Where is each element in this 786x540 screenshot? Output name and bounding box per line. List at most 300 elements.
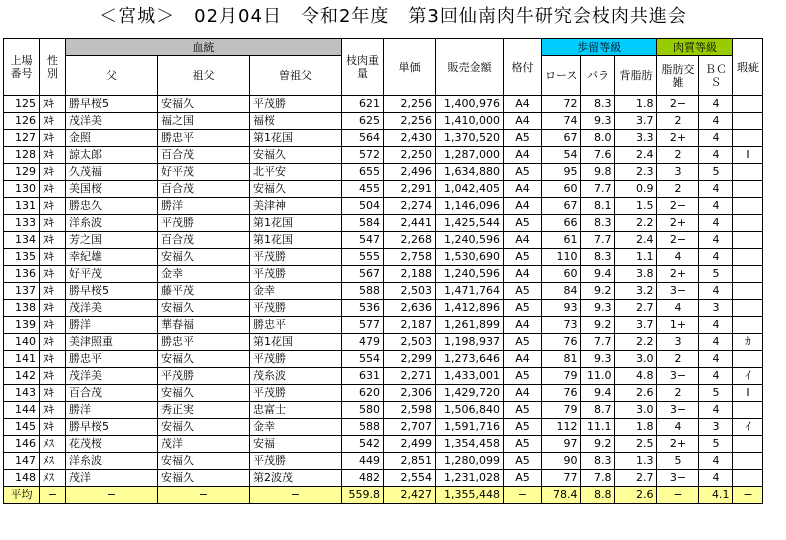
cell-unit-price: 2,554 — [384, 470, 436, 487]
cell-back-fat: 2.2 — [615, 334, 657, 351]
cell-father: 洋糸波 — [66, 215, 158, 232]
cell-sale-amount: 1,471,764 — [436, 283, 504, 300]
cell-rib: 8.3 — [581, 249, 615, 266]
cell-loin: 81 — [542, 351, 581, 368]
cell-defect: Ⅰ — [733, 385, 763, 402]
cell-great-grandfather: 金幸 — [250, 419, 342, 436]
cell-father: 久茂福 — [66, 164, 158, 181]
cell-unit-price: 2,441 — [384, 215, 436, 232]
cell-lot-number: 136 — [4, 266, 40, 283]
header-sale-amount: 販売金額 — [436, 39, 504, 96]
cell-bcs: 4 — [699, 283, 733, 300]
cell-bcs: 3 — [699, 419, 733, 436]
cell-sex: ﾇｷ — [40, 249, 66, 266]
cell-lot-number: 128 — [4, 147, 40, 164]
cell-rib: 9.4 — [581, 266, 615, 283]
cell-grandfather: 華春福 — [158, 317, 250, 334]
cell-defect — [733, 402, 763, 419]
cell-defect — [733, 198, 763, 215]
cell-grandfather: 百合茂 — [158, 232, 250, 249]
cell-sex: ﾇｷ — [40, 266, 66, 283]
cell-rib: 7.7 — [581, 181, 615, 198]
cell-back-fat: 0.9 — [615, 181, 657, 198]
average-back-fat: 2.6 — [615, 487, 657, 504]
cell-sale-amount: 1,354,458 — [436, 436, 504, 453]
average-row — [4, 487, 763, 504]
cell-bcs: 4 — [699, 453, 733, 470]
table-body — [4, 96, 763, 504]
cell-sex: ﾇｷ — [40, 96, 66, 113]
cell-sex: ﾇｷ — [40, 402, 66, 419]
cell-bcs: 4 — [699, 249, 733, 266]
cell-sex: ﾇｷ — [40, 147, 66, 164]
table-row — [4, 147, 763, 164]
cell-rib: 8.7 — [581, 402, 615, 419]
cell-grade: A5 — [504, 283, 542, 300]
cell-grandfather: 安福久 — [158, 419, 250, 436]
cell-back-fat: 2.6 — [615, 385, 657, 402]
cell-great-grandfather: 第1花国 — [250, 334, 342, 351]
cell-bms: 2 — [657, 181, 699, 198]
cell-father: 勝早桜5 — [66, 96, 158, 113]
cell-lot-number: 138 — [4, 300, 40, 317]
cell-carcass-weight: 577 — [342, 317, 384, 334]
cell-defect — [733, 232, 763, 249]
cell-back-fat: 1.8 — [615, 419, 657, 436]
cell-grandfather: 勝忠平 — [158, 130, 250, 147]
cell-father: 勝忠平 — [66, 351, 158, 368]
cell-sex: ﾇｷ — [40, 198, 66, 215]
cell-sale-amount: 1,634,880 — [436, 164, 504, 181]
cell-back-fat: 2.7 — [615, 300, 657, 317]
cell-sale-amount: 1,280,099 — [436, 453, 504, 470]
cell-unit-price: 2,758 — [384, 249, 436, 266]
cell-sale-amount: 1,400,976 — [436, 96, 504, 113]
header-grade: 格付 — [504, 39, 542, 96]
cell-loin: 79 — [542, 368, 581, 385]
cell-rib: 7.8 — [581, 470, 615, 487]
cell-sex: ﾇｷ — [40, 215, 66, 232]
cell-father: 美津照重 — [66, 334, 158, 351]
cell-grandfather: 安福久 — [158, 351, 250, 368]
cell-grade: A5 — [504, 334, 542, 351]
cell-grade: A5 — [504, 215, 542, 232]
cell-rib: 11.0 — [581, 368, 615, 385]
cell-grandfather: 百合茂 — [158, 181, 250, 198]
cell-loin: 73 — [542, 317, 581, 334]
table-row — [4, 181, 763, 198]
cell-bms: 2 — [657, 113, 699, 130]
cell-loin: 67 — [542, 198, 581, 215]
cell-bcs: 4 — [699, 351, 733, 368]
cell-sex: ﾇｷ — [40, 334, 66, 351]
cell-defect — [733, 164, 763, 181]
cell-back-fat: 2.5 — [615, 436, 657, 453]
header-unit-price: 単価 — [384, 39, 436, 96]
cell-sex: ﾇｷ — [40, 181, 66, 198]
cell-bcs: 4 — [699, 215, 733, 232]
cell-bcs: 4 — [699, 130, 733, 147]
cell-sale-amount: 1,429,720 — [436, 385, 504, 402]
cell-sex: ﾇｷ — [40, 300, 66, 317]
table-row — [4, 317, 763, 334]
cell-rib: 9.3 — [581, 113, 615, 130]
cell-sale-amount: 1,433,001 — [436, 368, 504, 385]
cell-great-grandfather: 平茂勝 — [250, 453, 342, 470]
cell-unit-price: 2,851 — [384, 453, 436, 470]
cell-lot-number: 130 — [4, 181, 40, 198]
table-row — [4, 419, 763, 436]
cell-rib: 9.3 — [581, 300, 615, 317]
cell-unit-price: 2,496 — [384, 164, 436, 181]
cell-bms: 4 — [657, 419, 699, 436]
cell-great-grandfather: 忠富士 — [250, 402, 342, 419]
cell-great-grandfather: 安福久 — [250, 147, 342, 164]
cell-rib: 9.2 — [581, 317, 615, 334]
table-row — [4, 96, 763, 113]
cell-loin: 77 — [542, 470, 581, 487]
cell-grade: A5 — [504, 470, 542, 487]
cell-rib: 9.8 — [581, 164, 615, 181]
cell-rib: 9.2 — [581, 283, 615, 300]
cell-grandfather: 金幸 — [158, 266, 250, 283]
cell-sale-amount: 1,240,596 — [436, 232, 504, 249]
cell-unit-price: 2,306 — [384, 385, 436, 402]
cell-carcass-weight: 542 — [342, 436, 384, 453]
cell-sale-amount: 1,410,000 — [436, 113, 504, 130]
cell-bms: 2 — [657, 385, 699, 402]
cell-loin: 112 — [542, 419, 581, 436]
cell-grade: A5 — [504, 300, 542, 317]
cell-back-fat: 3.8 — [615, 266, 657, 283]
cell-bms: 4 — [657, 249, 699, 266]
cell-lot-number: 129 — [4, 164, 40, 181]
cell-grade: A4 — [504, 385, 542, 402]
cell-grandfather: 平茂勝 — [158, 368, 250, 385]
cell-defect — [733, 351, 763, 368]
header-sex: 性別 — [40, 39, 66, 96]
cell-sale-amount: 1,261,899 — [436, 317, 504, 334]
table-row — [4, 164, 763, 181]
cell-carcass-weight: 572 — [342, 147, 384, 164]
cell-back-fat: 2.4 — [615, 232, 657, 249]
cell-grandfather: 茂洋 — [158, 436, 250, 453]
cell-father: 洋糸波 — [66, 453, 158, 470]
cell-loin: 76 — [542, 385, 581, 402]
cell-sex: ﾒｽ — [40, 436, 66, 453]
cell-great-grandfather: 勝忠平 — [250, 317, 342, 334]
cell-father: 幸紀雄 — [66, 249, 158, 266]
cell-back-fat: 3.0 — [615, 351, 657, 368]
cell-sex: ﾒｽ — [40, 470, 66, 487]
cell-lot-number: 146 — [4, 436, 40, 453]
average-bms: − — [657, 487, 699, 504]
cell-great-grandfather: 平茂勝 — [250, 385, 342, 402]
cell-lot-number: 126 — [4, 113, 40, 130]
cell-lot-number: 140 — [4, 334, 40, 351]
cell-grandfather: 好平茂 — [158, 164, 250, 181]
average-rib: 8.8 — [581, 487, 615, 504]
cell-lot-number: 141 — [4, 351, 40, 368]
cell-grade: A5 — [504, 436, 542, 453]
cell-sex: ﾇｷ — [40, 164, 66, 181]
cell-back-fat: 2.7 — [615, 470, 657, 487]
cell-father: 諒太郎 — [66, 147, 158, 164]
cell-rib: 8.3 — [581, 215, 615, 232]
table-row — [4, 130, 763, 147]
table-row — [4, 300, 763, 317]
cell-unit-price: 2,188 — [384, 266, 436, 283]
cell-lot-number: 137 — [4, 283, 40, 300]
cell-carcass-weight: 655 — [342, 164, 384, 181]
cell-carcass-weight: 588 — [342, 283, 384, 300]
cell-father: 花茂桜 — [66, 436, 158, 453]
cell-grandfather: 百合茂 — [158, 147, 250, 164]
results-table — [3, 38, 763, 504]
header-defect: 瑕疵 — [733, 39, 763, 96]
cell-defect — [733, 96, 763, 113]
cell-carcass-weight: 620 — [342, 385, 384, 402]
table-row — [4, 436, 763, 453]
table-row — [4, 232, 763, 249]
cell-grandfather: 福之国 — [158, 113, 250, 130]
cell-defect: Ⅰ — [733, 147, 763, 164]
cell-lot-number: 125 — [4, 96, 40, 113]
cell-carcass-weight: 554 — [342, 351, 384, 368]
average-grade: − — [504, 487, 542, 504]
cell-bcs: 5 — [699, 164, 733, 181]
cell-unit-price: 2,271 — [384, 368, 436, 385]
cell-bms: 2− — [657, 198, 699, 215]
cell-grade: A4 — [504, 266, 542, 283]
cell-sex: ﾇｷ — [40, 317, 66, 334]
cell-father: 美国桜 — [66, 181, 158, 198]
cell-bcs: 5 — [699, 266, 733, 283]
header-quality-grade: 肉質等級 — [657, 39, 733, 56]
cell-grandfather: 安福久 — [158, 470, 250, 487]
table-row — [4, 113, 763, 130]
cell-sex: ﾇｷ — [40, 351, 66, 368]
cell-bms: 2− — [657, 96, 699, 113]
cell-lot-number: 143 — [4, 385, 40, 402]
cell-bms: 2 — [657, 147, 699, 164]
average-sale-amount: 1,355,448 — [436, 487, 504, 504]
cell-grandfather: 平茂勝 — [158, 215, 250, 232]
cell-rib: 8.3 — [581, 96, 615, 113]
table-row — [4, 470, 763, 487]
cell-bms: 2+ — [657, 436, 699, 453]
cell-lot-number: 142 — [4, 368, 40, 385]
cell-great-grandfather: 茂糸波 — [250, 368, 342, 385]
cell-defect: ｲ — [733, 419, 763, 436]
cell-great-grandfather: 平茂勝 — [250, 300, 342, 317]
cell-carcass-weight: 536 — [342, 300, 384, 317]
cell-defect — [733, 300, 763, 317]
cell-loin: 66 — [542, 215, 581, 232]
cell-carcass-weight: 584 — [342, 215, 384, 232]
cell-lot-number: 145 — [4, 419, 40, 436]
cell-great-grandfather: 第1花国 — [250, 232, 342, 249]
cell-great-grandfather: 第1花国 — [250, 215, 342, 232]
cell-loin: 110 — [542, 249, 581, 266]
cell-sale-amount: 1,370,520 — [436, 130, 504, 147]
header-pedigree: 血統 — [66, 39, 342, 56]
cell-sale-amount: 1,146,096 — [436, 198, 504, 215]
cell-bcs: 4 — [699, 470, 733, 487]
cell-grade: A5 — [504, 419, 542, 436]
cell-rib: 8.1 — [581, 198, 615, 215]
cell-loin: 54 — [542, 147, 581, 164]
table-row — [4, 351, 763, 368]
cell-defect — [733, 181, 763, 198]
cell-bcs: 4 — [699, 334, 733, 351]
cell-unit-price: 2,707 — [384, 419, 436, 436]
cell-unit-price: 2,256 — [384, 113, 436, 130]
cell-loin: 95 — [542, 164, 581, 181]
header-great-grandfather: 曽祖父 — [250, 56, 342, 96]
cell-loin: 79 — [542, 402, 581, 419]
cell-father: 百合茂 — [66, 385, 158, 402]
cell-sale-amount: 1,042,405 — [436, 181, 504, 198]
cell-back-fat: 2.2 — [615, 215, 657, 232]
cell-back-fat: 3.7 — [615, 317, 657, 334]
cell-sale-amount: 1,231,028 — [436, 470, 504, 487]
header-yield-grade: 歩留等級 — [542, 39, 657, 56]
cell-sex: ﾇｷ — [40, 232, 66, 249]
cell-bcs: 4 — [699, 198, 733, 215]
average-bcs: 4.1 — [699, 487, 733, 504]
table-row — [4, 283, 763, 300]
page-title: ＜宮城＞ 02月04日 令和2年度 第3回仙南肉牛研究会枝肉共進会 — [99, 6, 687, 27]
table-row — [4, 266, 763, 283]
cell-unit-price: 2,636 — [384, 300, 436, 317]
cell-sale-amount: 1,506,840 — [436, 402, 504, 419]
cell-grade: A4 — [504, 147, 542, 164]
cell-grade: A5 — [504, 164, 542, 181]
cell-unit-price: 2,291 — [384, 181, 436, 198]
cell-great-grandfather: 福桜 — [250, 113, 342, 130]
cell-defect: ｶ — [733, 334, 763, 351]
cell-lot-number: 127 — [4, 130, 40, 147]
cell-bms: 2+ — [657, 130, 699, 147]
cell-father: 金照 — [66, 130, 158, 147]
cell-back-fat: 2.3 — [615, 164, 657, 181]
cell-defect — [733, 215, 763, 232]
header-loin: ロース — [542, 56, 581, 96]
cell-bcs: 3 — [699, 300, 733, 317]
cell-loin: 97 — [542, 436, 581, 453]
average-grandfather: − — [158, 487, 250, 504]
average-label: 平均 — [4, 487, 40, 504]
cell-unit-price: 2,503 — [384, 283, 436, 300]
cell-sex: ﾇｷ — [40, 113, 66, 130]
cell-carcass-weight: 621 — [342, 96, 384, 113]
cell-rib: 8.0 — [581, 130, 615, 147]
header-bms: 脂肪交雑 — [657, 56, 699, 96]
cell-sale-amount: 1,412,896 — [436, 300, 504, 317]
cell-back-fat: 3.2 — [615, 283, 657, 300]
header-rib: バラ — [581, 56, 615, 96]
cell-grade: A4 — [504, 317, 542, 334]
cell-bcs: 4 — [699, 368, 733, 385]
cell-rib: 8.3 — [581, 453, 615, 470]
cell-grandfather: 安福久 — [158, 453, 250, 470]
cell-unit-price: 2,187 — [384, 317, 436, 334]
cell-carcass-weight: 555 — [342, 249, 384, 266]
cell-grade: A5 — [504, 130, 542, 147]
cell-bms: 3− — [657, 368, 699, 385]
cell-sex: ﾇｷ — [40, 385, 66, 402]
cell-back-fat: 3.0 — [615, 402, 657, 419]
cell-great-grandfather: 平茂勝 — [250, 96, 342, 113]
cell-grandfather: 安福久 — [158, 96, 250, 113]
cell-father: 茂洋美 — [66, 300, 158, 317]
cell-defect — [733, 453, 763, 470]
cell-grandfather: 安福久 — [158, 385, 250, 402]
cell-carcass-weight: 504 — [342, 198, 384, 215]
cell-sale-amount: 1,287,000 — [436, 147, 504, 164]
cell-rib: 7.7 — [581, 334, 615, 351]
cell-loin: 74 — [542, 113, 581, 130]
cell-grandfather: 安福久 — [158, 249, 250, 266]
table-row — [4, 334, 763, 351]
average-sex: − — [40, 487, 66, 504]
cell-lot-number: 131 — [4, 198, 40, 215]
cell-bcs: 4 — [699, 96, 733, 113]
cell-bcs: 5 — [699, 436, 733, 453]
cell-back-fat: 2.4 — [615, 147, 657, 164]
cell-father: 勝早桜5 — [66, 283, 158, 300]
cell-defect — [733, 436, 763, 453]
cell-sex: ﾇｷ — [40, 283, 66, 300]
cell-bcs: 4 — [699, 113, 733, 130]
cell-bcs: 4 — [699, 317, 733, 334]
cell-loin: 72 — [542, 96, 581, 113]
average-father: − — [66, 487, 158, 504]
cell-father: 勝洋 — [66, 402, 158, 419]
cell-unit-price: 2,299 — [384, 351, 436, 368]
cell-loin: 60 — [542, 266, 581, 283]
cell-grade: A4 — [504, 232, 542, 249]
cell-grade: A5 — [504, 453, 542, 470]
cell-defect — [733, 283, 763, 300]
cell-unit-price: 2,250 — [384, 147, 436, 164]
average-unit-price: 2,427 — [384, 487, 436, 504]
average-carcass-weight: 559.8 — [342, 487, 384, 504]
header-father: 父 — [66, 56, 158, 96]
cell-grandfather: 藤平茂 — [158, 283, 250, 300]
cell-grade: A4 — [504, 198, 542, 215]
cell-loin: 61 — [542, 232, 581, 249]
cell-bms: 2 — [657, 351, 699, 368]
cell-father: 勝早桜5 — [66, 419, 158, 436]
cell-rib: 11.1 — [581, 419, 615, 436]
cell-bms: 3− — [657, 402, 699, 419]
cell-defect — [733, 317, 763, 334]
cell-unit-price: 2,503 — [384, 334, 436, 351]
cell-bms: 3 — [657, 334, 699, 351]
cell-father: 好平茂 — [66, 266, 158, 283]
cell-bms: 3 — [657, 164, 699, 181]
cell-carcass-weight: 588 — [342, 419, 384, 436]
cell-bms: 1+ — [657, 317, 699, 334]
cell-father: 勝忠久 — [66, 198, 158, 215]
cell-carcass-weight: 567 — [342, 266, 384, 283]
cell-father: 茂洋美 — [66, 113, 158, 130]
table-row — [4, 368, 763, 385]
cell-rib: 9.2 — [581, 436, 615, 453]
cell-bcs: 4 — [699, 147, 733, 164]
